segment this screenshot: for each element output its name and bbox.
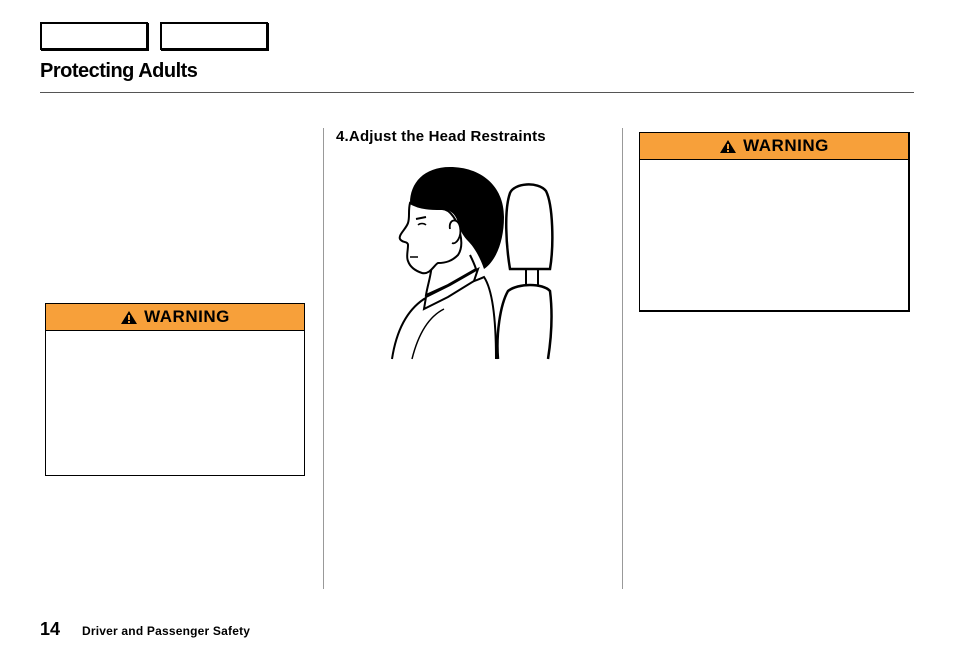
warning-label: WARNING (743, 136, 829, 155)
warning-header (640, 133, 908, 160)
column-divider-right (622, 128, 623, 589)
column-divider-left (323, 128, 324, 589)
page-number: 14 (40, 619, 61, 639)
step-heading: 4.Adjust the Head Restraints (336, 128, 546, 145)
warning-triangle-icon (719, 139, 737, 154)
page-title: Protecting Adults (40, 60, 198, 82)
section-title: Driver and Passenger Safety (82, 624, 251, 638)
title-divider (40, 92, 914, 93)
nav-button-1[interactable] (40, 22, 148, 50)
warning-triangle-icon (120, 310, 138, 325)
warning-box-right (639, 132, 910, 312)
warning-header (46, 304, 304, 331)
person-head-restraint-illustration (388, 165, 568, 363)
nav-button-2[interactable] (160, 22, 268, 50)
warning-box-left (45, 303, 305, 476)
warning-label: WARNING (144, 307, 230, 326)
